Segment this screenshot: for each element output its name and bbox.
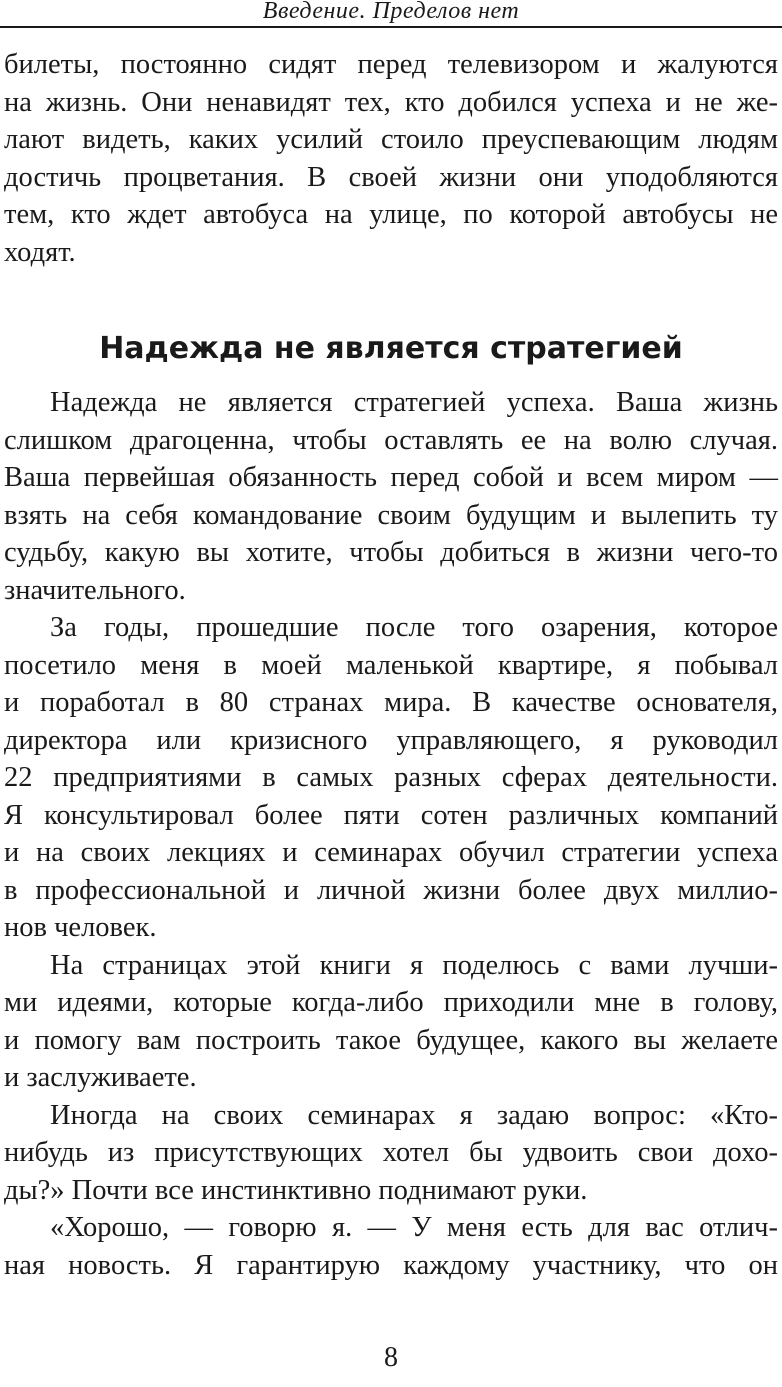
text-line: нибудь из присутствующих хотел бы удвоить свои дохо-	[4, 1137, 778, 1168]
text-line: и заслуживаете.	[4, 1062, 197, 1093]
text-line: ная новость. Я гарантирую каждому участнику, что он	[4, 1249, 778, 1281]
text-line: посетило меня в моей маленькой квартире, я побывал	[4, 649, 778, 681]
text-line: достичь процветания. В своей жизни они уподобляются	[4, 161, 778, 193]
text-line: тем, кто ждет автобуса на улице, по которой автобусы не	[4, 199, 778, 230]
text-line: За годы, прошедшие после того озарения, которое	[50, 612, 778, 643]
text-line: взять на себя командование своим будущим и вылепить ту	[4, 499, 778, 531]
text-line: и на своих лекциях и семинарах обучил стратегии успеха	[4, 837, 778, 868]
paragraph	[4, 947, 778, 1097]
text-line: в профессиональной и личной жизни более двух миллио-	[4, 874, 778, 906]
paragraph	[4, 384, 778, 609]
text-line: значительного.	[4, 574, 186, 606]
text-line: «Хорошо, — говорю я. — У меня есть для вас отлич-	[50, 1212, 778, 1243]
text-line: судьбу, какую вы хотите, чтобы добиться в жизни чего-то	[4, 537, 778, 568]
paragraph	[4, 609, 778, 947]
text-line: и помогу вам построить такое будущее, какого вы желаете	[4, 1024, 778, 1056]
text-line: На страницах этой книги я поделюсь с вами лучши-	[50, 949, 778, 981]
text-line: и поработал в 80 странах мира. В качестве основателя,	[4, 687, 778, 718]
text-line: ходят.	[4, 236, 76, 268]
page-number: 8	[384, 1342, 398, 1373]
text-line: нов человек.	[4, 912, 157, 943]
text-line: Ваша первейшая обязанность перед собой и всем миром —	[4, 462, 778, 493]
header-rule	[0, 26, 782, 28]
text-line: билеты, постоянно сидят перед телевизором и жалуются	[4, 49, 778, 80]
text-line: слишком драгоценна, чтобы оставлять ее на волю случая.	[4, 424, 778, 456]
running-header: Введение. Пределов нет	[262, 0, 520, 24]
text-line: Я консультировал более пяти сотен различных компаний	[4, 799, 778, 831]
text-line: ми идеями, которые когда-либо приходили мне в голову,	[4, 987, 778, 1018]
text-line: директора или кризисного управляющего, я руководил	[4, 724, 778, 756]
paragraph	[4, 1209, 778, 1284]
text-line: на жизнь. Они ненавидят тех, кто добился успеха и не же-	[4, 86, 778, 118]
paragraph	[4, 1097, 778, 1210]
text-line: лают видеть, каких усилий стоило преуспевающим людям	[4, 124, 778, 155]
text-line: ды?» Почти все инстинктивно поднимают руки.	[4, 1174, 588, 1206]
section-body	[4, 384, 778, 1284]
text-line: 22 предприятиями в самых разных сферах деятельности.	[4, 762, 778, 793]
text-line: Иногда на своих семинарах я задаю вопрос: «Кто-	[50, 1099, 778, 1131]
top-paragraph	[4, 46, 778, 271]
text-line: Надежда не является стратегией успеха. Ваша жизнь	[50, 387, 778, 418]
section-heading: Надежда не является стратегией	[99, 331, 683, 366]
